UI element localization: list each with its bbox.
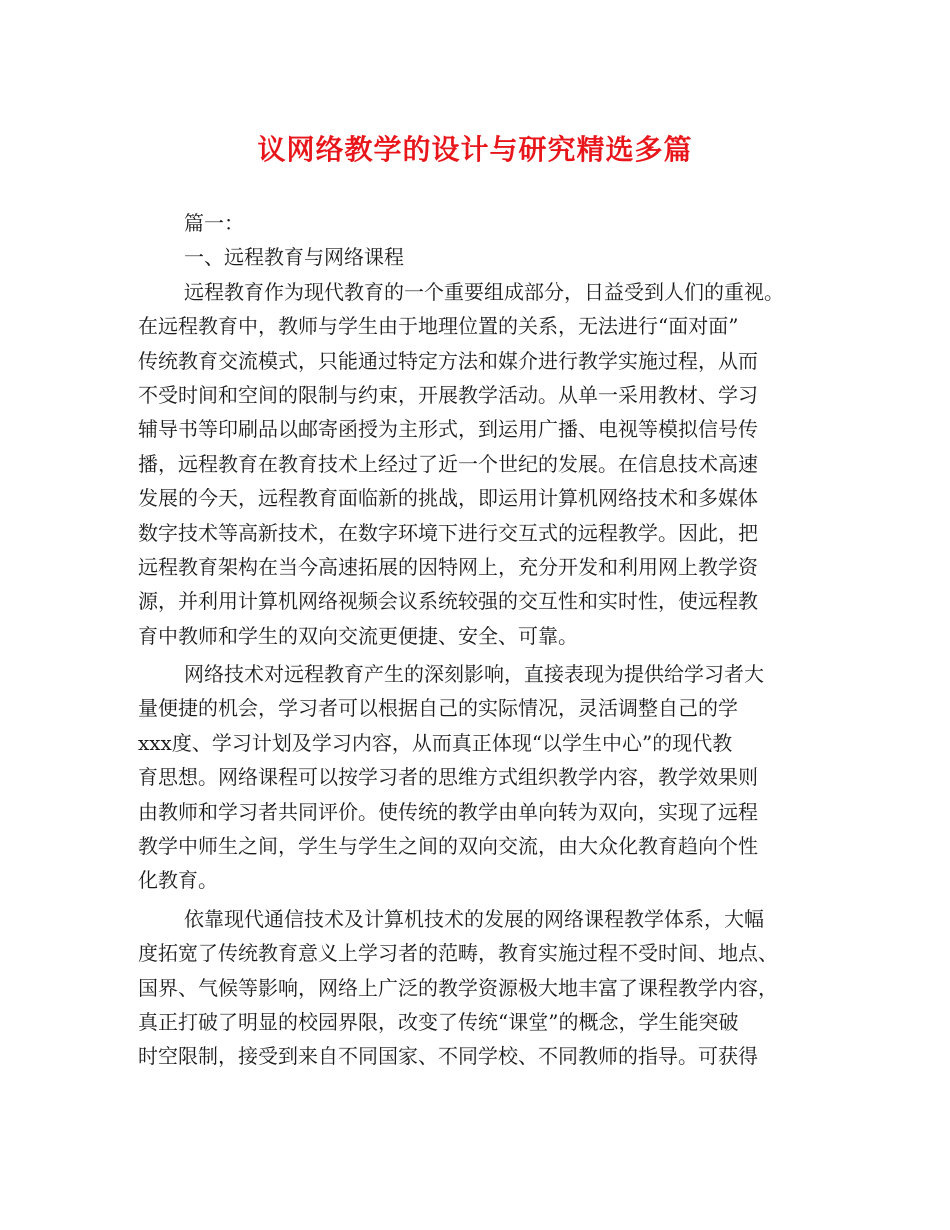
text-line: 数字技术等高新技术，在数字环境下进行交互式的远程教学。因此，把 bbox=[138, 520, 758, 545]
text-line: xxx度、学习计划及学习内容，从而真正体现“以学生中心”的现代教 bbox=[138, 730, 733, 755]
text-line: 国界、气候等影响，网络上广泛的教学资源极大地丰富了课程教学内容， bbox=[138, 975, 778, 1000]
text-line: 一、远程教育与网络课程 bbox=[184, 245, 404, 270]
text-line: 发展的今天，远程教育面临新的挑战，即运用计算机网络技术和多媒体 bbox=[138, 486, 758, 511]
text-line: 网络技术对远程教育产生的深刻影响，直接表现为提供给学习者大 bbox=[184, 662, 764, 687]
text-line: 远程教育作为现代教育的一个重要组成部分，日益受到人们的重视。 bbox=[184, 279, 784, 304]
text-line: 远程教育架构在当今高速拓展的因特网上，充分开发和利用网上教学资 bbox=[138, 554, 758, 579]
text-line: 教学中师生之间，学生与学生之间的双向交流，由大众化教育趋向个性 bbox=[138, 834, 758, 859]
document-title: 议网络教学的设计与研究精选多篇 bbox=[257, 133, 693, 166]
text-line: 辅导书等印刷品以邮寄函授为主形式，到运用广播、电视等模拟信号传 bbox=[138, 417, 758, 442]
document-body bbox=[138, 206, 838, 1074]
text-line: 真正打破了明显的校园界限，改变了传统“课堂”的概念，学生能突破 bbox=[138, 1009, 739, 1034]
text-line: 育思想。网络课程可以按学习者的思维方式组织教学内容，教学效果则 bbox=[138, 765, 758, 790]
text-line: 度拓宽了传统教育意义上学习者的范畴，教育实施过程不受时间、地点、 bbox=[138, 941, 778, 966]
text-line: 播，远程教育在教育技术上经过了近一个世纪的发展。在信息技术高速 bbox=[138, 451, 758, 476]
text-line: 量便捷的机会，学习者可以根据自己的实际情况，灵活调整自己的学 bbox=[138, 696, 738, 721]
text-line: 不受时间和空间的限制与约束，开展教学活动。从单一采用教材、学习 bbox=[138, 382, 758, 407]
text-line: 育中教师和学生的双向交流更便捷、安全、可靠。 bbox=[138, 623, 578, 648]
text-line: 篇一： bbox=[184, 211, 244, 235]
text-line: 依靠现代通信技术及计算机技术的发展的网络课程教学体系，大幅 bbox=[184, 906, 764, 931]
text-line: 在远程教育中，教师与学生由于地理位置的关系，无法进行“面对面” bbox=[138, 314, 739, 339]
text-line: 源，并利用计算机网络视频会议系统较强的交互性和实时性，使远程教 bbox=[138, 589, 758, 614]
text-line: 化教育。 bbox=[138, 868, 218, 893]
text-line: 由教师和学习者共同评价。使传统的教学由单向转为双向，实现了远程 bbox=[138, 799, 758, 824]
text-line: 时空限制，接受到来自不同国家、不同学校、不同教师的指导。可获得 bbox=[138, 1044, 758, 1069]
text-line: 传统教育交流模式，只能通过特定方法和媒介进行教学实施过程，从而 bbox=[138, 348, 758, 373]
